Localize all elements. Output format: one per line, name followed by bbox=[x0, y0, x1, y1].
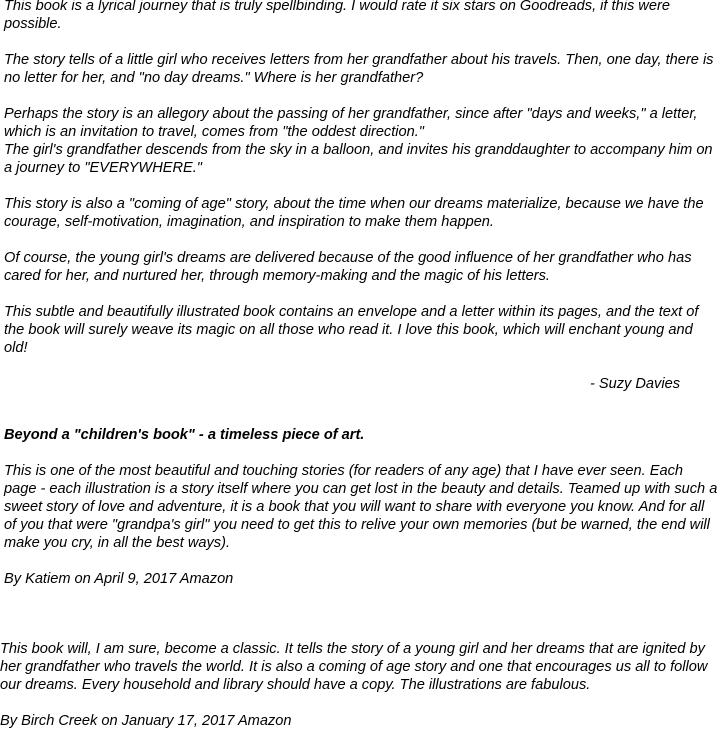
review-paragraph: The story tells of a little girl who receives letters from her grandfather about his travels. Then, one day, there is no letter for her, and "no day dreams." Where is her grandfather? bbox=[4, 52, 714, 86]
review-paragraph: The girl's grandfather descends from the sky in a balloon, and invites his granddaughter to accompany him on a journey to "EVERYWHERE." bbox=[4, 142, 713, 176]
review-signature: - Suzy Davies bbox=[589, 376, 680, 392]
review-paragraph: This subtle and beautifully illustrated book contains an envelope and a letter within its pages, and the text of the book will surely weave its magic on all those who read it. I love this book, which will enchant young and old! bbox=[4, 304, 699, 356]
review-paragraph: This is one of the most beautiful and touching stories (for readers of any age) that I have ever seen. Each page - each illustration is a story itself where you can get lost in the beauty and details. Teamed up with such a sweet story of love and adventure, it is a book that you will want to share with everyone you know. And for all of you that were "grandpa's girl" you need to get this to relive your own memories (but be warned, the end will make you cry, in all the best ways). bbox=[4, 463, 718, 551]
review-heading: Beyond a "children's book" - a timeless piece of art. bbox=[4, 427, 365, 443]
review-byline: By Katiem on April 9, 2017 Amazon bbox=[4, 571, 234, 587]
review-paragraph: This story is also a "coming of age" story, about the time when our dreams materialize, because we have the courage, self-motivation, imagination, and inspiration to make them happen. bbox=[4, 196, 704, 230]
review-paragraph: This book will, I am sure, become a classic. It tells the story of a young girl and her dreams that are ignited by her grandfather who travels the world. It is also a coming of age story and one that encourages us all to follow our dreams. Every household and library should have a copy. The illustrations are fabulous. bbox=[0, 641, 708, 693]
review-paragraph: Perhaps the story is an allegory about the passing of her grandfather, since after "days and weeks," a letter, which is an invitation to travel, comes from "the oddest direction." bbox=[4, 106, 698, 140]
review-suzy-davies bbox=[4, 0, 718, 393]
review-katiem bbox=[4, 426, 718, 588]
review-byline: By Birch Creek on January 17, 2017 Amazon bbox=[0, 713, 292, 729]
review-birch-creek bbox=[0, 640, 718, 730]
review-paragraph: This book is a lyrical journey that is truly spellbinding. I would rate it six stars on Goodreads, if this were possible. bbox=[4, 0, 670, 32]
review-paragraph: Of course, the young girl's dreams are delivered because of the good influence of her grandfather who has cared for her, and nurtured her, through memory-making and the magic of his letters. bbox=[4, 250, 692, 284]
